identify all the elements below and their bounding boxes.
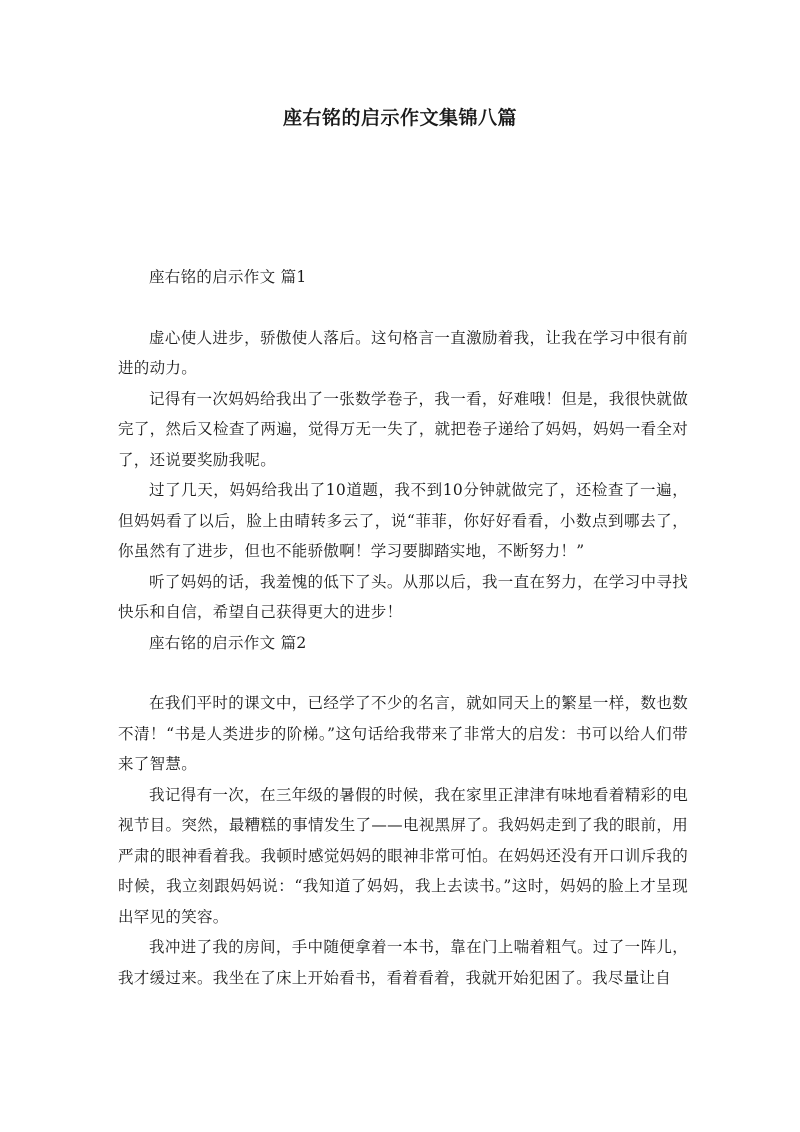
paragraph: 在我们平时的课文中，已经学了不少的名言，就如同天上的繁星一样，数也数不清！“书是人类进步的阶梯。”这句话给我带来了非常大的启发：书可以给人们带来了智慧。 [118, 694, 688, 773]
section-heading: 座右铭的启示作文 篇1 [149, 268, 307, 286]
spacer [118, 658, 688, 688]
spacer [118, 293, 688, 323]
section-heading: 座右铭的启示作文 篇2 [149, 633, 307, 652]
paragraph: 听了妈妈的话，我羞愧的低下了头。从那以后，我一直在努力，在学习中寻找快乐和自信，希望自己获得更大的进步！ [118, 572, 688, 621]
paragraph: 记得有一次妈妈给我出了一张数学卷子，我一看，好难哦！但是，我很快就做完了，然后又检查了两遍，觉得万无一失了，就把卷子递给了妈妈，妈妈一看全对了，还说要奖励我呢。 [118, 389, 688, 469]
paragraph: 我记得有一次，在三年级的暑假的时候，我在家里正津津有味地看着精彩的电视节目。突然，最糟糕的事情发生了——电视黑屏了。我妈妈走到了我的眼前，用严肃的眼神看着我。我顿时感觉妈妈的眼神非常可怕。在妈妈还没有开口训斥我的时候，我立刻跟妈妈说：“我知道了妈妈，我上去读书。”这时，妈妈的脸上才呈现出罕见的笑容。 [118, 785, 688, 926]
document-body [118, 262, 688, 993]
paragraph: 过了几天，妈妈给我出了10道题，我不到10分钟就做完了，还检查了一遍，但妈妈看了以后，脸上由晴转多云了，说“菲菲，你好好看看，小数点到哪去了，你虽然有了进步，但也不能骄傲啊！学习要脚踏实地，不断努力！” [118, 481, 688, 560]
paragraph: 虚心使人进步，骄傲使人落后。这句格言一直激励着我，让我在学习中很有前进的动力。 [118, 328, 688, 377]
document-title: 座右铭的启示作文集锦八篇 [282, 107, 517, 129]
paragraph: 我冲进了我的房间，手中随便拿着一本书，靠在门上喘着粗气。过了一阵儿，我才缓过来。我坐在了床上开始看书，看着看着，我就开始犯困了。我尽量让自 [118, 938, 688, 987]
